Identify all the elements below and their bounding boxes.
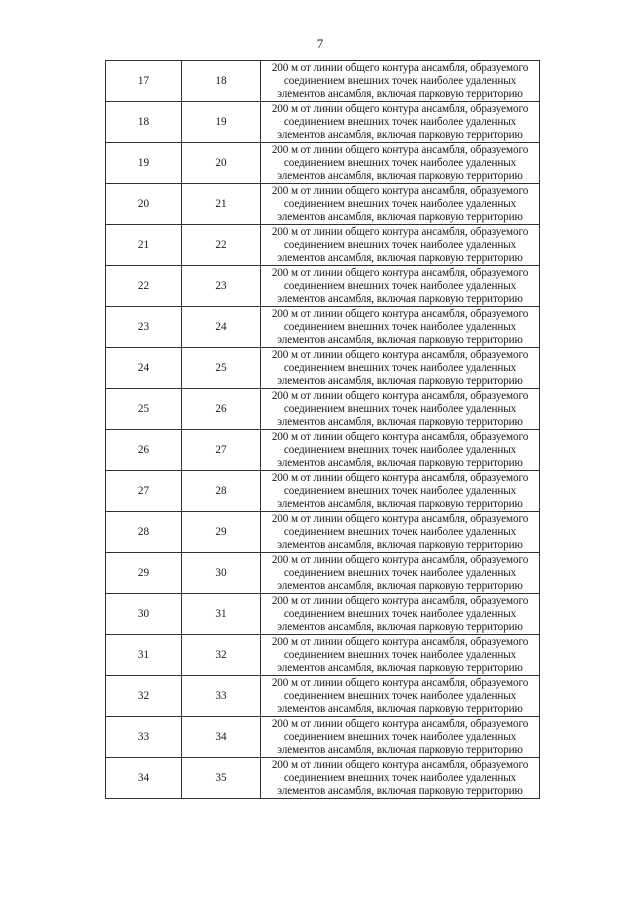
table-row bbox=[106, 184, 540, 225]
point-to-cell: 27 bbox=[182, 430, 261, 471]
point-to-cell: 25 bbox=[182, 348, 261, 389]
point-from-cell: 23 bbox=[106, 307, 182, 348]
table-row bbox=[106, 676, 540, 717]
point-from-cell: 26 bbox=[106, 430, 182, 471]
description-cell: 200 м от линии общего контура ансамбля, образуемого соединением внешних точек наиболее удаленных элементов ансамбля, включая парковую территорию bbox=[261, 471, 540, 512]
point-from-cell: 28 bbox=[106, 512, 182, 553]
point-to-cell: 31 bbox=[182, 594, 261, 635]
point-to-cell: 32 bbox=[182, 635, 261, 676]
table-row bbox=[106, 635, 540, 676]
description-cell: 200 м от линии общего контура ансамбля, образуемого соединением внешних точек наиболее удаленных элементов ансамбля, включая парковую территорию bbox=[261, 389, 540, 430]
point-to-cell: 33 bbox=[182, 676, 261, 717]
point-to-cell: 20 bbox=[182, 143, 261, 184]
point-from-cell: 25 bbox=[106, 389, 182, 430]
boundary-table bbox=[105, 60, 540, 799]
table-row bbox=[106, 717, 540, 758]
point-from-cell: 21 bbox=[106, 225, 182, 266]
table-row bbox=[106, 348, 540, 389]
description-cell: 200 м от линии общего контура ансамбля, образуемого соединением внешних точек наиболее удаленных элементов ансамбля, включая парковую территорию bbox=[261, 676, 540, 717]
description-cell: 200 м от линии общего контура ансамбля, образуемого соединением внешних точек наиболее удаленных элементов ансамбля, включая парковую территорию bbox=[261, 758, 540, 799]
table-row bbox=[106, 61, 540, 102]
point-to-cell: 35 bbox=[182, 758, 261, 799]
point-from-cell: 32 bbox=[106, 676, 182, 717]
table-row bbox=[106, 143, 540, 184]
point-from-cell: 22 bbox=[106, 266, 182, 307]
point-from-cell: 30 bbox=[106, 594, 182, 635]
table-row bbox=[106, 758, 540, 799]
point-to-cell: 24 bbox=[182, 307, 261, 348]
description-cell: 200 м от линии общего контура ансамбля, образуемого соединением внешних точек наиболее удаленных элементов ансамбля, включая парковую территорию bbox=[261, 143, 540, 184]
description-cell: 200 м от линии общего контура ансамбля, образуемого соединением внешних точек наиболее удаленных элементов ансамбля, включая парковую территорию bbox=[261, 594, 540, 635]
description-cell: 200 м от линии общего контура ансамбля, образуемого соединением внешних точек наиболее удаленных элементов ансамбля, включая парковую территорию bbox=[261, 184, 540, 225]
point-to-cell: 19 bbox=[182, 102, 261, 143]
description-cell: 200 м от линии общего контура ансамбля, образуемого соединением внешних точек наиболее удаленных элементов ансамбля, включая парковую территорию bbox=[261, 553, 540, 594]
point-from-cell: 27 bbox=[106, 471, 182, 512]
point-from-cell: 20 bbox=[106, 184, 182, 225]
point-to-cell: 23 bbox=[182, 266, 261, 307]
table-row bbox=[106, 553, 540, 594]
table-row bbox=[106, 512, 540, 553]
point-from-cell: 31 bbox=[106, 635, 182, 676]
description-cell: 200 м от линии общего контура ансамбля, образуемого соединением внешних точек наиболее удаленных элементов ансамбля, включая парковую территорию bbox=[261, 266, 540, 307]
point-from-cell: 24 bbox=[106, 348, 182, 389]
point-to-cell: 28 bbox=[182, 471, 261, 512]
table-row bbox=[106, 307, 540, 348]
point-from-cell: 29 bbox=[106, 553, 182, 594]
description-cell: 200 м от линии общего контура ансамбля, образуемого соединением внешних точек наиболее удаленных элементов ансамбля, включая парковую территорию bbox=[261, 348, 540, 389]
point-to-cell: 29 bbox=[182, 512, 261, 553]
table-row bbox=[106, 471, 540, 512]
point-to-cell: 21 bbox=[182, 184, 261, 225]
table-row bbox=[106, 430, 540, 471]
point-from-cell: 18 bbox=[106, 102, 182, 143]
table-row bbox=[106, 102, 540, 143]
description-cell: 200 м от линии общего контура ансамбля, образуемого соединением внешних точек наиболее удаленных элементов ансамбля, включая парковую территорию bbox=[261, 512, 540, 553]
point-from-cell: 17 bbox=[106, 61, 182, 102]
description-cell: 200 м от линии общего контура ансамбля, образуемого соединением внешних точек наиболее удаленных элементов ансамбля, включая парковую территорию bbox=[261, 307, 540, 348]
description-cell: 200 м от линии общего контура ансамбля, образуемого соединением внешних точек наиболее удаленных элементов ансамбля, включая парковую территорию bbox=[261, 102, 540, 143]
description-cell: 200 м от линии общего контура ансамбля, образуемого соединением внешних точек наиболее удаленных элементов ансамбля, включая парковую территорию bbox=[261, 430, 540, 471]
table-row bbox=[106, 594, 540, 635]
table-row bbox=[106, 389, 540, 430]
description-cell: 200 м от линии общего контура ансамбля, образуемого соединением внешних точек наиболее удаленных элементов ансамбля, включая парковую территорию bbox=[261, 635, 540, 676]
point-to-cell: 22 bbox=[182, 225, 261, 266]
table-row bbox=[106, 266, 540, 307]
point-to-cell: 26 bbox=[182, 389, 261, 430]
point-from-cell: 19 bbox=[106, 143, 182, 184]
point-to-cell: 34 bbox=[182, 717, 261, 758]
description-cell: 200 м от линии общего контура ансамбля, образуемого соединением внешних точек наиболее удаленных элементов ансамбля, включая парковую территорию bbox=[261, 717, 540, 758]
description-cell: 200 м от линии общего контура ансамбля, образуемого соединением внешних точек наиболее удаленных элементов ансамбля, включая парковую территорию bbox=[261, 61, 540, 102]
point-to-cell: 30 bbox=[182, 553, 261, 594]
table-row bbox=[106, 225, 540, 266]
point-from-cell: 33 bbox=[106, 717, 182, 758]
point-from-cell: 34 bbox=[106, 758, 182, 799]
point-to-cell: 18 bbox=[182, 61, 261, 102]
page-number: 7 bbox=[316, 36, 324, 51]
description-cell: 200 м от линии общего контура ансамбля, образуемого соединением внешних точек наиболее удаленных элементов ансамбля, включая парковую территорию bbox=[261, 225, 540, 266]
